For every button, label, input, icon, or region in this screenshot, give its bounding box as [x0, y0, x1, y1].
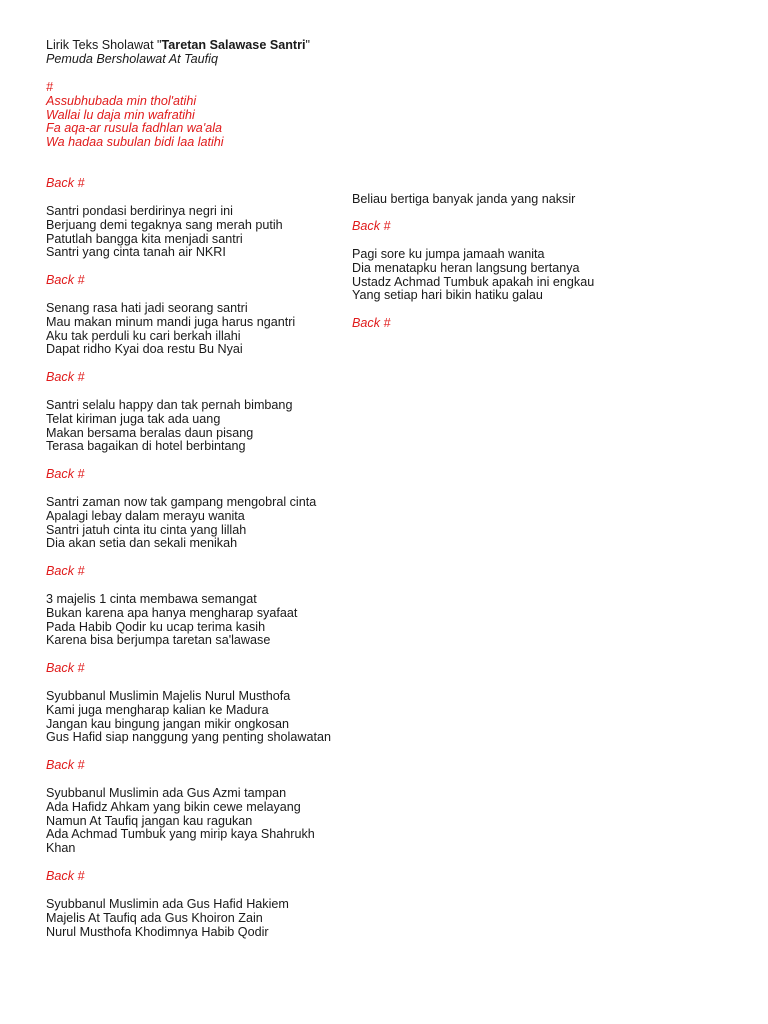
back-marker: Back #: [46, 869, 85, 883]
verse-block: [46, 787, 346, 856]
verse-line: Telat kiriman juga tak ada uang: [46, 411, 221, 426]
verse-line: Makan bersama beralas daun pisang: [46, 425, 254, 440]
verse-line: Aku tak perduli ku cari berkah illahi: [46, 328, 241, 343]
back-marker: Back #: [46, 758, 85, 772]
verse-line: Ada Hafidz Ahkam yang bikin cewe melayang: [46, 799, 301, 814]
verse-line: Nurul Musthofa Khodimnya Habib Qodir: [46, 924, 269, 939]
title-suffix: ": [305, 38, 310, 52]
verse-line: Apalagi lebay dalam merayu wanita: [46, 508, 245, 523]
verse-line: Patutlah bangga kita menjadi santri: [46, 231, 243, 246]
verse-line: Santri pondasi berdirinya negri ini: [46, 204, 233, 218]
back-marker: Back #: [46, 273, 85, 287]
title-prefix: Lirik Teks Sholawat ": [46, 38, 162, 52]
verse-line: Senang rasa hati jadi seorang santri: [46, 301, 248, 315]
verse-line: Syubbanul Muslimin ada Gus Hafid Hakiem: [46, 897, 289, 911]
verse-block: [46, 302, 346, 357]
chorus-line: Wa hadaa subulan bidi laa latihi: [46, 135, 224, 150]
chorus-marker: #: [46, 80, 54, 94]
title-song-name: Taretan Salawase Santri: [161, 38, 306, 52]
verse-block: [46, 205, 346, 260]
verse-line: Ustadz Achmad Tumbuk apakah ini engkau: [352, 274, 595, 289]
verse-line: Kami juga mengharap kalian ke Madura: [46, 702, 269, 717]
verse-block: [46, 898, 346, 939]
verse-line: Mau makan minum mandi juga harus ngantri: [46, 314, 296, 329]
chorus-block: [46, 81, 346, 150]
verse-line: Pagi sore ku jumpa jamaah wanita: [352, 247, 545, 261]
verse-line: Santri selalu happy dan tak pernah bimbang: [46, 398, 293, 412]
verse-line: Santri zaman now tak gampang mengobral cinta: [46, 495, 317, 509]
back-marker: Back #: [46, 176, 85, 190]
page-title: [46, 39, 446, 53]
verse-block: [352, 248, 652, 303]
verse-line: Namun At Taufiq jangan kau ragukan: [46, 813, 253, 828]
verse-line: Santri yang cinta tanah air NKRI: [46, 245, 226, 260]
verse-line: Bukan karena apa hanya mengharap syafaat: [46, 605, 298, 620]
chorus-line: Assubhubada min thol'atihi: [46, 93, 197, 108]
verse-line: Yang setiap hari bikin hatiku galau: [352, 288, 543, 303]
verse-block: [46, 690, 366, 745]
verse-line: Santri jatuh cinta itu cinta yang lillah: [46, 522, 247, 537]
verse-block: [46, 593, 346, 648]
back-marker: Back #: [352, 316, 391, 330]
back-marker: Back #: [46, 370, 85, 384]
verse-line: Pada Habib Qodir ku ucap terima kasih: [46, 619, 266, 634]
verse-line: Syubbanul Muslimin Majelis Nurul Musthofa: [46, 689, 291, 703]
verse-block: [46, 399, 346, 454]
back-marker: Back #: [46, 467, 85, 481]
verse-line: Dia akan setia dan sekali menikah: [46, 536, 238, 551]
verse-line: Terasa bagaikan di hotel berbintang: [46, 439, 246, 454]
verse-line: Beliau bertiga banyak janda yang naksir: [352, 192, 576, 206]
back-marker: Back #: [46, 564, 85, 578]
verse-line: Berjuang demi tegaknya sang merah putih: [46, 217, 283, 232]
verse-block: [46, 496, 346, 551]
verse-line: 3 majelis 1 cinta membawa semangat: [46, 592, 257, 606]
lyrics-header: [46, 39, 446, 67]
chorus-line: Wallai lu daja min wafratihi: [46, 107, 195, 122]
verse-line: Majelis At Taufiq ada Gus Khoiron Zain: [46, 910, 263, 925]
back-marker: Back #: [352, 219, 391, 233]
verse-line: Jangan kau bingung jangan mikir ongkosan: [46, 716, 289, 731]
back-marker: Back #: [46, 661, 85, 675]
verse-line: Gus Hafid siap nanggung yang penting sholawatan: [46, 730, 331, 745]
page-subtitle: Pemuda Bersholawat At Taufiq: [46, 51, 218, 66]
verse-line: Karena bisa berjumpa taretan sa'lawase: [46, 633, 271, 648]
verse-line: Ada Achmad Tumbuk yang mirip kaya Shahrukh Khan: [46, 827, 315, 856]
verse-line: Syubbanul Muslimin ada Gus Azmi tampan: [46, 786, 287, 800]
verse-line: Dia menatapku heran langsung bertanya: [352, 260, 580, 275]
verse-line: Dapat ridho Kyai doa restu Bu Nyai: [46, 342, 243, 357]
chorus-line: Fa aqa-ar rusula fadhlan wa'ala: [46, 121, 223, 136]
